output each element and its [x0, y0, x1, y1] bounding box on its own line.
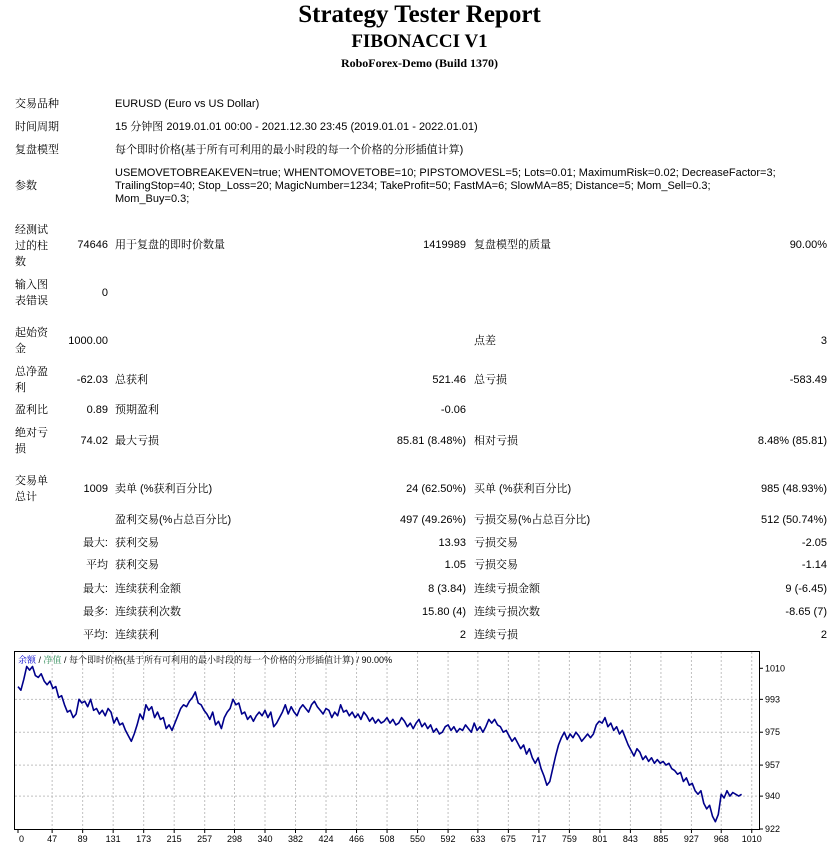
profittrades-label: 盈利交易(%占总百分比) — [115, 514, 232, 526]
period-value: 15 分钟图 2019.01.01 00:00 - 2021.12.30 23:45 (2019.01.01 - 2022.01.01) — [115, 121, 478, 133]
maxcons-losses-label: 连续亏损金额 — [474, 583, 540, 595]
x-tick-label: 508 — [379, 834, 395, 844]
y-tick-label: 922 — [765, 824, 781, 834]
errors-label-1: 输入图 — [15, 279, 48, 291]
x-tick-label: 675 — [500, 834, 516, 844]
profittrades-value: 497 (49.26%) — [399, 514, 466, 526]
deposit-label-2: 金 — [15, 343, 26, 355]
maxdd-value: 85.81 (8.48%) — [396, 435, 466, 447]
bars-label-1: 经测试 — [15, 224, 48, 236]
maxconsamt-wins-label: 连续获利次数 — [115, 606, 181, 618]
x-tick-label: 885 — [653, 834, 669, 844]
short-value: 24 (62.50%) — [406, 483, 466, 495]
deposit-label-1: 起始资 — [15, 327, 48, 339]
y-tick-labels — [765, 663, 785, 834]
legend-rest: / 每个即时价格(基于所有可利用的最小时段的每一个价格的分形插值计算) / 90.00% — [61, 655, 393, 665]
expert-name: FIBONACCI V1 — [351, 31, 488, 52]
bars-label-3: 数 — [15, 256, 26, 268]
x-tick-label: 927 — [683, 834, 699, 844]
x-tick-label: 801 — [592, 834, 608, 844]
pf-value: 0.89 — [86, 404, 108, 416]
grossprofit-value: 521.46 — [432, 374, 466, 386]
short-label: 卖单 (%获利百分比) — [115, 483, 213, 495]
average-profit-value: 1.05 — [444, 559, 466, 571]
symbol-label: 交易品种 — [15, 98, 59, 110]
errors-label-2: 表错误 — [15, 295, 48, 307]
grossloss-label: 总亏损 — [474, 374, 507, 386]
x-tick-label: 131 — [105, 834, 121, 844]
average-loss-label: 亏损交易 — [474, 559, 518, 571]
x-tick-label: 215 — [166, 834, 182, 844]
largest-loss-value: -2.05 — [801, 537, 827, 549]
spread-label: 点差 — [474, 335, 496, 347]
maxcons-losses-value: 9 (-6.45) — [785, 583, 827, 595]
x-tick-label: 0 — [19, 834, 25, 844]
y-tick-label: 993 — [765, 694, 781, 705]
x-tick-label: 257 — [197, 834, 213, 844]
quality-label: 复盘模型的质量 — [474, 239, 551, 251]
average-profit-label: 获利交易 — [115, 559, 159, 571]
y-tick-label: 975 — [765, 727, 781, 738]
long-value: 985 (48.93%) — [760, 483, 827, 495]
maxconsamt-losses-label: 连续亏损次数 — [474, 606, 540, 618]
ticks-label: 用于复盘的即时价数量 — [115, 239, 225, 251]
x-tick-label: 592 — [440, 834, 456, 844]
params-line-2: TrailingStop=40; Stop_Loss=20; MagicNumber=1234; TakeProfit=50; FastMA=6; SlowMA=85; Distance=5; Mom_Sell=0.3; — [115, 180, 711, 192]
average-prefix: 平均 — [86, 559, 108, 571]
x-tick-label: 47 — [47, 834, 58, 844]
y-tick-label: 957 — [765, 760, 781, 771]
x-tick-label: 550 — [410, 834, 426, 844]
model-label: 复盘模型 — [15, 144, 59, 156]
period-label: 时间周期 — [15, 121, 59, 133]
x-tick-label: 717 — [531, 834, 547, 844]
balance-chart — [14, 651, 839, 847]
largest-prefix: 最大: — [82, 537, 108, 549]
x-tick-labels — [19, 834, 762, 844]
x-tick-label: 759 — [561, 834, 577, 844]
avgcons-losses-label: 连续亏损 — [474, 629, 518, 641]
reldd-label: 相对亏损 — [474, 435, 518, 447]
trades-label-1: 交易单 — [15, 475, 48, 487]
report-title: Strategy Tester Report — [298, 1, 541, 28]
avgcons-losses-value: 2 — [820, 629, 827, 641]
errors-value: 0 — [101, 287, 108, 299]
absdd-label-1: 绝对亏 — [15, 427, 48, 439]
maxcons-wins-value: 8 (3.84) — [428, 583, 466, 595]
largest-profit-label: 获利交易 — [115, 537, 159, 549]
grossprofit-label: 总获利 — [115, 374, 148, 386]
x-tick-label: 968 — [713, 834, 729, 844]
largest-profit-value: 13.93 — [438, 537, 466, 549]
x-tick-label: 843 — [622, 834, 638, 844]
legend-sep: / — [36, 655, 44, 665]
trades-label-2: 总计 — [15, 491, 37, 503]
deposit-value: 1000.00 — [68, 335, 108, 347]
bars-value: 74646 — [77, 239, 108, 251]
maxconsamt-losses-value: -8.65 (7) — [785, 606, 827, 618]
maxdd-label: 最大亏损 — [115, 435, 159, 447]
absdd-value: 74.02 — [80, 435, 108, 447]
params-line-1: USEMOVETOBREAKEVEN=true; WHENTOMOVETOBE=10; PIPSTOMOVESL=5; Lots=0.01; MaximumRisk=0.02; DecreaseFactor=3; — [115, 167, 776, 179]
spread-value: 3 — [820, 335, 827, 347]
symbol-value: EURUSD (Euro vs US Dollar) — [115, 98, 260, 110]
x-tick-label: 633 — [470, 834, 486, 844]
losstrades-value: 512 (50.74%) — [760, 514, 827, 526]
legend-equity: 净值 — [43, 655, 62, 665]
maxcons-prefix: 最大: — [82, 583, 108, 595]
losstrades-label: 亏损交易(%占总百分比) — [474, 514, 591, 526]
absdd-label-2: 损 — [15, 443, 26, 455]
x-tick-label: 466 — [349, 834, 365, 844]
maxcons-wins-label: 连续获利金额 — [115, 583, 181, 595]
grossloss-value: -583.49 — [789, 374, 827, 386]
netprofit-label-2: 利 — [15, 382, 26, 394]
x-tick-label: 173 — [136, 834, 152, 844]
reldd-value: 8.48% (85.81) — [757, 435, 827, 447]
x-tick-label: 340 — [257, 834, 273, 844]
trades-value: 1009 — [83, 483, 108, 495]
maxconsamt-prefix: 最多: — [82, 606, 108, 618]
avgcons-prefix: 平均: — [82, 629, 108, 641]
legend-balance: 余额 — [18, 655, 37, 665]
long-label: 买单 (%获利百分比) — [474, 483, 572, 495]
x-tick-label: 424 — [318, 834, 334, 844]
chart-legend — [18, 654, 392, 665]
avgcons-wins-label: 连续获利 — [115, 629, 159, 641]
server-build: RoboForex-Demo (Build 1370) — [340, 56, 499, 70]
model-value: 每个即时价格(基于所有可利用的最小时段的每一个价格的分形插值计算) — [115, 144, 464, 156]
ticks-value: 1419989 — [423, 239, 466, 251]
x-tick-label: 298 — [226, 834, 243, 844]
avgcons-wins-value: 2 — [459, 629, 466, 641]
netprofit-label-1: 总净盈 — [15, 366, 48, 378]
bars-label-2: 过的柱 — [15, 240, 48, 252]
x-tick-label: 382 — [287, 834, 304, 844]
y-tick-label: 1010 — [765, 663, 786, 674]
payoff-value: -0.06 — [440, 404, 466, 416]
params-line-3: Mom_Buy=0.3; — [115, 193, 190, 205]
y-tick-label: 940 — [765, 791, 781, 802]
pf-label: 盈利比 — [15, 404, 48, 416]
maxconsamt-wins-value: 15.80 (4) — [421, 606, 466, 618]
quality-value: 90.00% — [789, 239, 827, 251]
params-label: 参数 — [15, 180, 37, 192]
x-tick-label: 89 — [77, 834, 88, 844]
largest-loss-label: 亏损交易 — [474, 537, 518, 549]
netprofit-value: -62.03 — [76, 374, 108, 386]
average-loss-value: -1.14 — [801, 559, 827, 571]
x-tick-label: 1010 — [741, 834, 762, 844]
payoff-label: 预期盈利 — [115, 404, 159, 416]
